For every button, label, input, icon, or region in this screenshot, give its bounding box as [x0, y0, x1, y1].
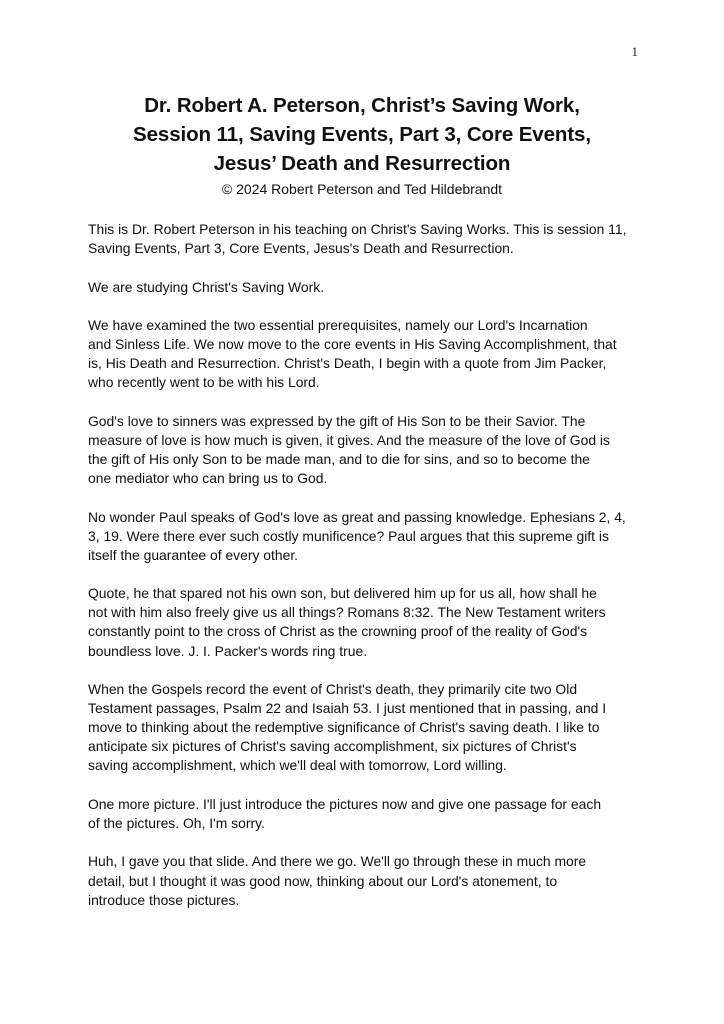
text-line: move to thinking about the redemptive significance of Christ's saving death. I like to	[88, 719, 600, 736]
text-line: the gift of His only Son to be made man, and to die for sins, and so to become the	[88, 451, 590, 468]
text-line: Saving Events, Part 3, Core Events, Jesus's Death and Resurrection.	[88, 240, 514, 257]
text-line: anticipate six pictures of Christ's saving accomplishment, six pictures of Christ's	[88, 738, 577, 755]
text-line: of the pictures. Oh, I'm sorry.	[88, 814, 265, 831]
text-line: who recently went to be with his Lord.	[88, 374, 320, 391]
document-title	[88, 91, 636, 178]
title-line: Dr. Robert A. Peterson, Christ’s Saving Work,	[144, 94, 580, 117]
text-line: itself the guarantee of every other.	[88, 546, 299, 563]
text-line: constantly point to the cross of Christ as the crowning proof of the reality of God's	[88, 623, 588, 640]
text-line: 3, 19. Were there ever such costly munificence? Paul argues that this supreme gift is	[88, 527, 609, 544]
text-line: introduce those pictures.	[88, 891, 240, 908]
paragraph	[88, 316, 648, 392]
text-line: One more picture. I'll just introduce the pictures now and give one passage for each	[88, 795, 602, 812]
paragraph	[88, 412, 648, 488]
copyright-line: © 2024 Robert Peterson and Ted Hildebrandt	[221, 181, 503, 197]
text-line: This is Dr. Robert Peterson in his teaching on Christ's Saving Works. This is session 11,	[88, 221, 627, 237]
paragraph	[88, 508, 648, 565]
text-line: one mediator who can bring us to God.	[88, 470, 328, 487]
text-line: and Sinless Life. We now move to the core events in His Saving Accomplishment, that	[88, 336, 617, 353]
page-number: 1	[631, 44, 638, 59]
text-line: Testament passages, Psalm 22 and Isaiah 53. I just mentioned that in passing, and I	[88, 700, 607, 717]
title-line: Session 11, Saving Events, Part 3, Core Events,	[133, 123, 591, 146]
text-line: measure of love is how much is given, it gives. And the measure of the love of God is	[88, 431, 610, 448]
text-line: boundless love. J. I. Packer's words ring true.	[88, 642, 368, 659]
text-line: is, His Death and Resurrection. Christ's Death, I begin with a quote from Jim Packer,	[88, 355, 607, 372]
paragraph	[88, 680, 648, 775]
text-line: When the Gospels record the event of Christ's death, they primarily cite two Old	[88, 681, 578, 698]
text-line: We are studying Christ's Saving Work.	[88, 278, 325, 295]
text-line: God's love to sinners was expressed by the gift of His Son to be their Savior. The	[88, 412, 586, 429]
title-line: Jesus’ Death and Resurrection	[213, 152, 511, 175]
paragraph	[88, 220, 648, 258]
transcript-body	[88, 220, 648, 929]
text-line: Quote, he that spared not his own son, but delivered him up for us all, how shall he	[88, 585, 597, 602]
paragraph	[88, 584, 648, 660]
paragraph	[88, 278, 648, 297]
paragraph	[88, 795, 648, 833]
text-line: detail, but I thought it was good now, thinking about our Lord's atonement, to	[88, 872, 558, 889]
text-line: No wonder Paul speaks of God's love as great and passing knowledge. Ephesians 2, 4,	[88, 508, 626, 525]
text-line: We have examined the two essential prerequisites, namely our Lord's Incarnation	[88, 317, 588, 334]
text-line: Huh, I gave you that slide. And there we go. We'll go through these in much more	[88, 853, 587, 870]
text-line: not with him also freely give us all things? Romans 8:32. The New Testament writers	[88, 604, 606, 621]
text-line: saving accomplishment, which we'll deal with tomorrow, Lord willing.	[88, 757, 507, 774]
paragraph	[88, 852, 648, 909]
